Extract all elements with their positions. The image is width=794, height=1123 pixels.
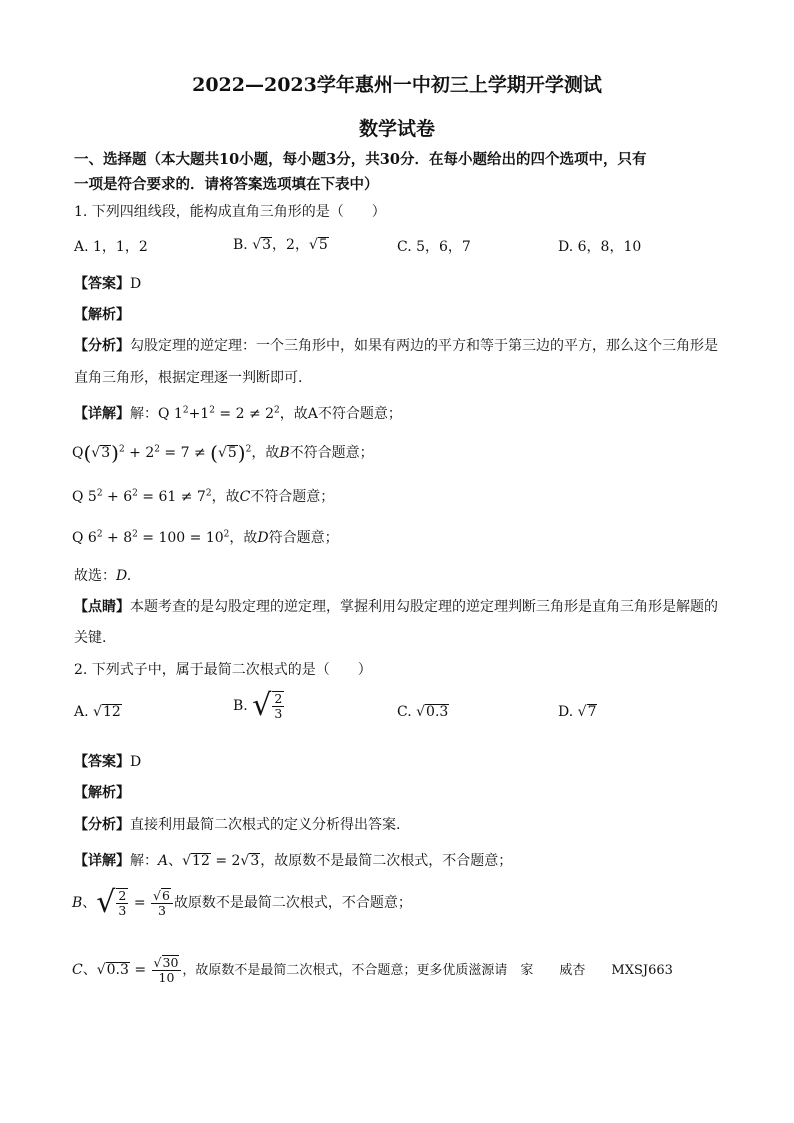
radicand: 5 bbox=[227, 445, 237, 461]
detail-text: 符合题意； bbox=[268, 530, 339, 546]
paren-close: ) bbox=[111, 441, 119, 465]
exponent: 2 bbox=[274, 405, 280, 416]
page-title: 2022—2023学年惠州一中初三上学期开学测试 bbox=[192, 74, 602, 96]
detail-text: Q 5 bbox=[72, 489, 97, 505]
detail-tag: 【详解】 bbox=[74, 853, 130, 869]
detail-text: 不符合题意； bbox=[289, 445, 374, 461]
analysis-tag: 【解析】 bbox=[74, 307, 130, 323]
answer-value: D bbox=[130, 754, 142, 770]
question-1-option-b bbox=[233, 234, 329, 254]
detail-text: ，故原数不是最简二次根式，不合题意；更多优质滋源请 家 威杏 MXSJ663 bbox=[182, 962, 673, 978]
detail-text: + 6 bbox=[102, 489, 133, 505]
radicand: 5 bbox=[318, 237, 328, 253]
radical-sign: √ bbox=[96, 961, 106, 978]
denominator: 3 bbox=[118, 903, 127, 918]
option-label: B. bbox=[233, 237, 248, 253]
detail-line1 bbox=[74, 403, 402, 423]
question-1-option-d: D. 6，8，10 bbox=[558, 239, 642, 255]
detail-text: 、 bbox=[82, 895, 97, 911]
detail-text: 解： bbox=[130, 853, 158, 869]
detail-letter: B bbox=[279, 445, 290, 461]
detail-text: 解：Q 1 bbox=[130, 406, 183, 422]
answer-tag: 【答案】 bbox=[74, 276, 130, 292]
detail-text: 、 bbox=[168, 853, 183, 869]
radicand: 0.3 bbox=[106, 961, 129, 978]
radicand: 3 bbox=[262, 237, 272, 253]
numerator: √30 bbox=[152, 955, 182, 971]
detail-letter: C bbox=[72, 961, 83, 978]
radical-sign: √ bbox=[217, 445, 227, 461]
detail-letter: A bbox=[158, 853, 169, 869]
exponent: 2 bbox=[245, 444, 252, 455]
question-2-option-d bbox=[558, 704, 597, 720]
detail-letter: C bbox=[239, 489, 251, 505]
exponent: 2 bbox=[96, 529, 103, 540]
exponent: 2 bbox=[118, 444, 125, 455]
radicand: 7 bbox=[587, 704, 597, 720]
radical-sign: √ bbox=[240, 853, 250, 869]
option-label: B. bbox=[233, 698, 248, 714]
exponent: 2 bbox=[132, 529, 138, 540]
radical-sign: √ bbox=[182, 853, 192, 869]
detail-text: 不符合题意； bbox=[250, 489, 335, 505]
radicand: 3 bbox=[101, 445, 111, 461]
detail-text: ，故原数不是最简二次根式，不合题意； bbox=[260, 853, 513, 869]
answer-tag: 【答案】 bbox=[74, 754, 130, 770]
fraction bbox=[152, 955, 182, 985]
paren-close: ) bbox=[237, 441, 246, 465]
question-2-option-c bbox=[397, 704, 449, 720]
detail-letter: B bbox=[72, 895, 83, 911]
choose-answer: D. bbox=[116, 568, 132, 584]
detail-text: = 2 bbox=[210, 853, 241, 869]
radicand: 6 bbox=[161, 888, 170, 904]
question-1-stem: 1. 下列四组线段，能构成直角三角形的是（ ） bbox=[74, 204, 386, 220]
numerator: √6 bbox=[151, 888, 173, 904]
detail-text: 、 bbox=[82, 961, 97, 978]
fraction bbox=[116, 888, 128, 918]
option-label: A. bbox=[74, 704, 89, 720]
fenxi-line1 bbox=[74, 335, 718, 355]
exponent: 2 bbox=[223, 529, 230, 540]
radicand: 12 bbox=[192, 853, 210, 869]
exponent: 2 bbox=[96, 488, 103, 499]
radical-sign: √ bbox=[252, 237, 262, 253]
detail-text: = 100 = 10 bbox=[137, 530, 224, 546]
detail-line3 bbox=[72, 486, 334, 506]
question-2-option-b bbox=[233, 688, 285, 723]
answer-line bbox=[74, 273, 141, 293]
detail-text: +1 bbox=[188, 406, 210, 422]
detail-tag: 【详解】 bbox=[74, 406, 130, 422]
choose-line bbox=[74, 565, 131, 585]
detail-line4 bbox=[72, 527, 339, 547]
answer-line-2 bbox=[74, 751, 141, 771]
page-subtitle: 数学试卷 bbox=[358, 118, 435, 140]
question-2-stem: 2. 下列式子中，属于最简二次根式的是（ ） bbox=[74, 662, 372, 678]
dianjing-line1 bbox=[74, 596, 718, 616]
radicand: 3 bbox=[250, 853, 260, 869]
detail-text: = 61 ≠ 7 bbox=[137, 489, 206, 505]
fenxi-text: 勾股定理的逆定理：一个三角形中，如果有两边的平方和等于第三边的平方，那么这个三角形是 bbox=[130, 338, 718, 354]
detail-text: ，故A不符合题意； bbox=[279, 406, 402, 422]
exponent: 2 bbox=[209, 405, 215, 416]
question-1-option-c: C. 5，6，7 bbox=[397, 239, 471, 255]
dianjing-tag: 【点睛】 bbox=[74, 599, 130, 615]
detail-2-line-b: B、√ $\frac{2}{3}$ = $\frac{√6}{3}$ 故原数不是最简二次根式，不合题意； bbox=[72, 885, 412, 920]
radical-sign: √ bbox=[577, 704, 587, 720]
paren-open: ( bbox=[83, 441, 92, 465]
denominator: 3 bbox=[274, 706, 283, 721]
detail-text: + 8 bbox=[102, 530, 133, 546]
question-2-option-a bbox=[74, 704, 122, 720]
section-heading-line1: 一、选择题（本大题共10小题，每小题3分，共30分．在每小题给出的四个选项中，只有 bbox=[74, 151, 647, 168]
radicand: 12 bbox=[102, 704, 121, 720]
exponent: 2 bbox=[205, 488, 212, 499]
detail-text: ，故 bbox=[211, 489, 240, 505]
detail-text: = 7 ≠ bbox=[159, 445, 211, 461]
question-1-option-a: A. 1，1，2 bbox=[74, 239, 148, 255]
radical-sign: √ bbox=[416, 704, 426, 720]
radicand: 0.3 bbox=[426, 704, 449, 720]
detail-letter: D bbox=[257, 530, 269, 546]
fenxi-text: 直接利用最简二次根式的定义分析得出答案. bbox=[130, 817, 401, 833]
separator-text: ，2， bbox=[272, 237, 309, 253]
numerator: 2 bbox=[118, 888, 127, 904]
dianjing-line2: 关键. bbox=[74, 630, 107, 646]
radical-sign: √ bbox=[91, 445, 101, 461]
choose-text: 故选： bbox=[74, 568, 116, 584]
detail-2-line-a bbox=[74, 850, 512, 870]
analysis-tag-2: 【解析】 bbox=[74, 785, 130, 801]
fenxi-tag: 【分析】 bbox=[74, 817, 130, 833]
exponent: 2 bbox=[132, 488, 138, 499]
radical-sign: √ bbox=[252, 688, 272, 723]
denominator: 10 bbox=[158, 969, 175, 985]
fenxi-tag: 【分析】 bbox=[74, 338, 130, 354]
exponent: 2 bbox=[182, 405, 189, 416]
option-label: C. bbox=[397, 704, 412, 720]
radical-sign: √ bbox=[93, 704, 102, 720]
numerator: 2 bbox=[274, 691, 283, 707]
dianjing-text: 本题考查的是勾股定理的逆定理，掌握利用勾股定理的逆定理判断三角形是直角三角形是解题的 bbox=[130, 599, 718, 615]
radicand: 30 bbox=[162, 955, 179, 970]
fraction bbox=[272, 691, 284, 721]
answer-value: D bbox=[130, 276, 142, 292]
detail-text: 故原数不是最简二次根式，不合题意； bbox=[173, 895, 412, 911]
fraction bbox=[151, 888, 173, 918]
detail-2-line-c: C、√0.3 = $\frac{√30}{10}$ ，故原数不是最简二次根式，不合题意；更多优质滋源请 家 威杏 MXSJ663 bbox=[72, 955, 673, 985]
paren-open: ( bbox=[210, 441, 218, 465]
fenxi-line-2 bbox=[74, 814, 400, 834]
detail-text: Q 6 bbox=[72, 530, 97, 546]
fenxi-line2: 直角三角形，根据定理逐一判断即可. bbox=[74, 370, 303, 386]
detail-text: + 2 bbox=[124, 445, 155, 461]
detail-text: ，故 bbox=[229, 530, 258, 546]
denominator: 3 bbox=[158, 903, 166, 918]
section-heading-line2: 一项是符合要求的．请将答案选项填在下表中） bbox=[74, 176, 379, 193]
option-label: D. bbox=[558, 704, 574, 720]
detail-text: ，故 bbox=[251, 445, 280, 461]
radical-sign: √ bbox=[96, 885, 116, 920]
exponent: 2 bbox=[154, 444, 160, 455]
detail-line2 bbox=[72, 441, 374, 465]
detail-text: = 2 ≠ 2 bbox=[214, 406, 275, 422]
detail-text: Q bbox=[72, 445, 84, 461]
radical-sign: √ bbox=[308, 237, 318, 253]
